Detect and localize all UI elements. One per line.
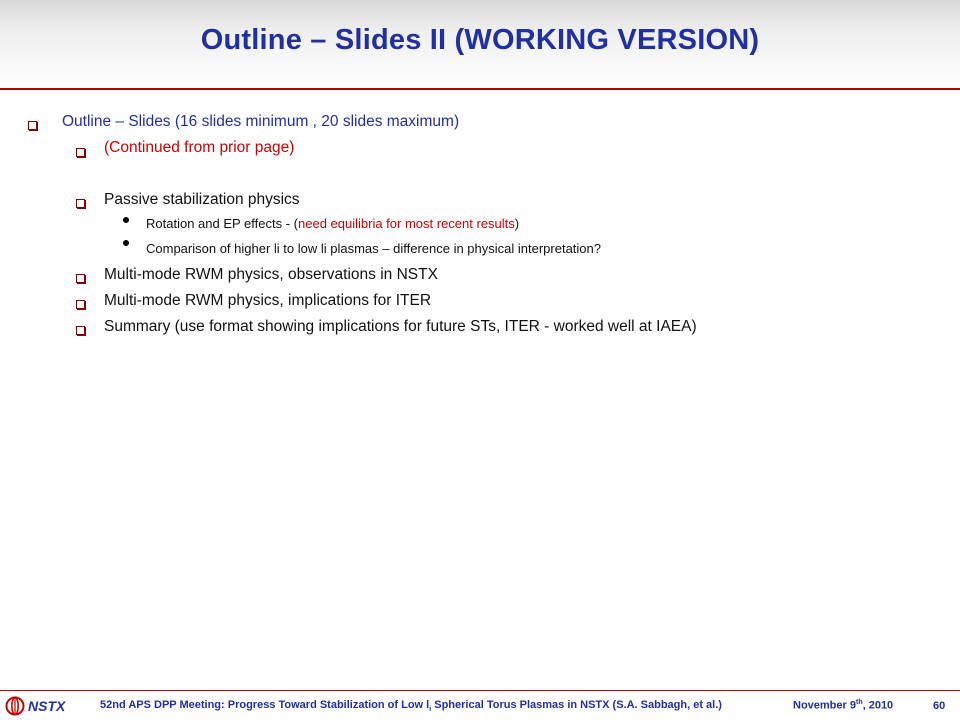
multimode-observations-item: Multi-mode RWM physics, observations in NSTX (104, 266, 438, 283)
square-bullet-icon (28, 121, 37, 130)
dot-bullet-icon (123, 217, 129, 223)
li-comparison-item: Comparison of higher li to low li plasmas – difference in physical interpretation? (146, 241, 601, 256)
page-number: 60 (933, 700, 946, 712)
footer-meeting-sub: i (429, 706, 432, 714)
summary-item: Summary (use format showing implications for future STs, ITER - worked well at IAEA) (104, 318, 697, 335)
outline-heading: Outline – Slides (16 slides minimum , 20 slides maximum) (62, 113, 460, 130)
footer-meeting-post: Spherical Torus Plasmas in NSTX (S.A. Sabbagh, et al.) (431, 699, 722, 711)
nstx-logo (5, 695, 81, 717)
slide-title: Outline – Slides II (WORKING VERSION) (200, 24, 760, 56)
square-bullet-icon (76, 300, 85, 309)
footer-date (793, 699, 893, 712)
title-divider (0, 88, 960, 90)
nstx-logo-text: NSTX (28, 698, 66, 714)
equilibria-note: need equilibria for most recent results (298, 216, 515, 231)
multimode-implications-item: Multi-mode RWM physics, implications for ITER (104, 292, 432, 309)
rotation-ep-text: Rotation and EP effects - ( (146, 216, 298, 231)
footer-date-post: , 2010 (862, 699, 894, 712)
square-bullet-icon (76, 199, 85, 208)
dot-bullet-icon (123, 240, 129, 246)
rotation-ep-suffix: ) (514, 216, 520, 231)
footer-date-pre: November 9 (793, 699, 856, 712)
footer-date-sup: th (855, 699, 863, 706)
footer-divider (0, 690, 960, 691)
rotation-ep-item (146, 216, 519, 231)
footer-meeting-text (100, 699, 722, 713)
square-bullet-icon (76, 148, 85, 157)
continued-note: (Continued from prior page) (104, 139, 295, 156)
footer-meeting-pre: 52nd APS DPP Meeting: Progress Toward Stabilization of Low l (100, 699, 430, 711)
passive-stabilization-item: Passive stabilization physics (104, 191, 300, 208)
square-bullet-icon (76, 274, 85, 283)
nstx-logo-icon (5, 696, 25, 716)
square-bullet-icon (76, 326, 85, 335)
